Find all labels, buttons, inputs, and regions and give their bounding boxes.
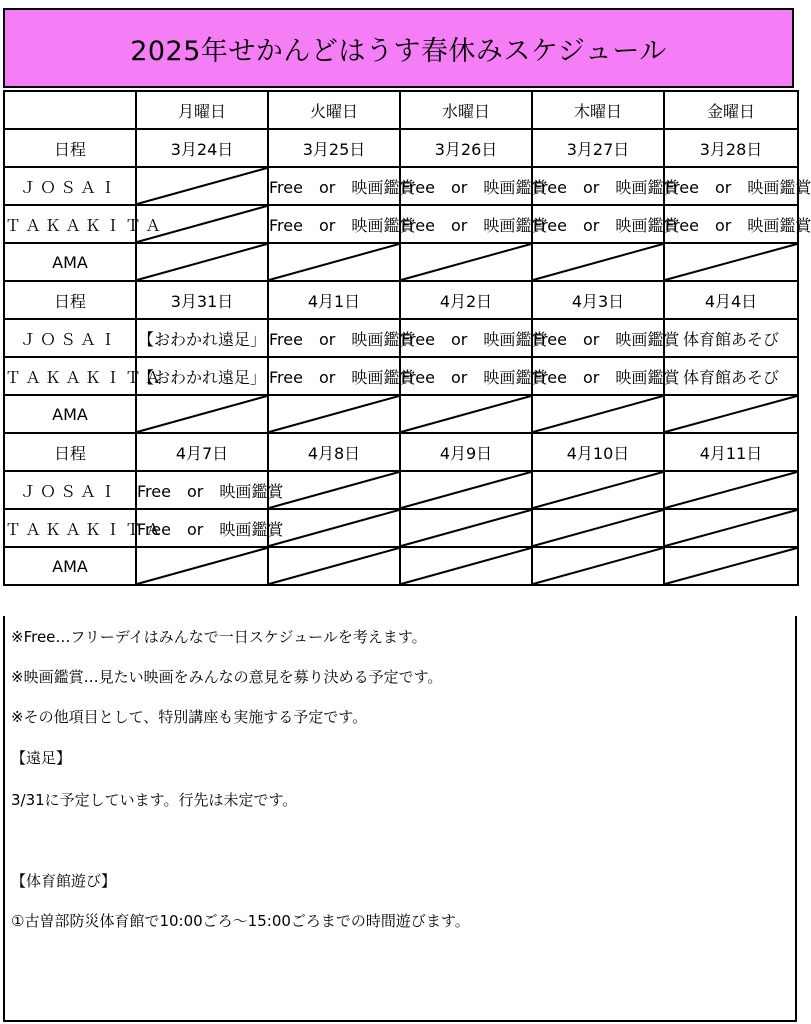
date-cell: 4月11日	[664, 433, 798, 471]
josai-cell	[400, 471, 532, 509]
page-title: 2025年せかんどはうす春休みスケジュール	[3, 8, 794, 88]
empty-slash	[665, 244, 797, 280]
date-label: 日程	[4, 433, 136, 471]
takakita-cell: 体育館あそび	[664, 357, 798, 395]
josai-cell: Free or 映画鑑賞	[532, 319, 664, 357]
ama-row	[4, 243, 798, 281]
takakita-cell: 【おわかれ遠足」	[136, 357, 268, 395]
josai-cell	[136, 167, 268, 205]
empty-slash	[401, 510, 531, 546]
josai-cell: Free or 映画鑑賞	[268, 167, 400, 205]
empty-slash	[665, 396, 797, 432]
ama-cell	[136, 547, 268, 585]
date-cell: 4月9日	[400, 433, 532, 471]
ama-cell	[136, 395, 268, 433]
date-cell: 4月7日	[136, 433, 268, 471]
josai-cell: 【おわかれ遠足」	[136, 319, 268, 357]
ama-cell	[664, 547, 798, 585]
empty-slash	[401, 548, 531, 584]
note-gym-detail: ①古曽部防災体育館で10:00ごろ～15:00ごろまでの時間遊びます。	[11, 912, 470, 930]
ama-cell	[400, 547, 532, 585]
date-cell: 3月26日	[400, 129, 532, 167]
takakita-label: ＴＡＫＡＫＩＴＡ	[4, 357, 136, 395]
ama-label: AMA	[4, 547, 136, 585]
takakita-cell	[532, 509, 664, 547]
josai-label: ＪＯＳＡＩ	[4, 167, 136, 205]
date-cell: 3月27日	[532, 129, 664, 167]
ama-cell	[664, 395, 798, 433]
weekday-header-row	[4, 91, 798, 129]
empty-slash	[401, 396, 531, 432]
date-row	[4, 433, 798, 471]
ama-cell	[532, 547, 664, 585]
note-excursion-heading: 【遠足】	[11, 749, 72, 767]
takakita-cell	[664, 509, 798, 547]
empty-slash	[665, 510, 797, 546]
takakita-cell: Free or 映画鑑賞	[400, 205, 532, 243]
josai-cell: Free or 映画鑑賞	[664, 167, 798, 205]
note-movie: ※映画鑑賞…見たい映画をみんなの意見を募り決める予定です。	[11, 668, 443, 686]
date-cell: 4月4日	[664, 281, 798, 319]
josai-cell	[664, 471, 798, 509]
takakita-label: ＴＡＫＡＫＩＴＡ	[4, 509, 136, 547]
empty-slash	[665, 472, 797, 508]
date-cell: 3月28日	[664, 129, 798, 167]
ama-cell	[400, 243, 532, 281]
takakita-cell: Free or 映画鑑賞	[532, 357, 664, 395]
weekday-header: 水曜日	[400, 91, 532, 129]
date-row	[4, 281, 798, 319]
josai-cell	[268, 471, 400, 509]
josai-cell: Free or 映画鑑賞	[532, 167, 664, 205]
note-excursion-detail: 3/31に予定しています。行先は未定です。	[11, 791, 298, 809]
ama-label: AMA	[4, 395, 136, 433]
ama-cell	[136, 243, 268, 281]
empty-slash	[269, 396, 399, 432]
takakita-cell: Free or 映画鑑賞	[664, 205, 798, 243]
notes-section	[3, 616, 797, 1022]
empty-slash	[137, 206, 267, 242]
ama-row	[4, 547, 798, 585]
empty-slash	[269, 510, 399, 546]
date-cell: 3月25日	[268, 129, 400, 167]
date-label: 日程	[4, 129, 136, 167]
corner-cell	[4, 91, 136, 129]
josai-cell: Free or 映画鑑賞	[400, 319, 532, 357]
date-cell: 4月8日	[268, 433, 400, 471]
takakita-row	[4, 205, 798, 243]
empty-slash	[401, 472, 531, 508]
date-cell: 3月31日	[136, 281, 268, 319]
ama-cell	[268, 243, 400, 281]
ama-cell	[400, 395, 532, 433]
ama-cell	[268, 395, 400, 433]
date-row	[4, 129, 798, 167]
takakita-row	[4, 357, 798, 395]
empty-slash	[665, 548, 797, 584]
empty-slash	[533, 396, 663, 432]
weekday-header: 月曜日	[136, 91, 268, 129]
ama-cell	[664, 243, 798, 281]
empty-slash	[137, 548, 267, 584]
takakita-cell	[136, 205, 268, 243]
empty-slash	[137, 168, 267, 204]
takakita-cell	[268, 509, 400, 547]
josai-cell: Free or 映画鑑賞	[268, 319, 400, 357]
weekday-header: 金曜日	[664, 91, 798, 129]
date-cell: 4月10日	[532, 433, 664, 471]
empty-slash	[533, 548, 663, 584]
weekday-header: 木曜日	[532, 91, 664, 129]
josai-label: ＪＯＳＡＩ	[4, 319, 136, 357]
empty-slash	[401, 244, 531, 280]
takakita-cell: Free or 映画鑑賞	[532, 205, 664, 243]
date-cell: 4月3日	[532, 281, 664, 319]
empty-slash	[533, 510, 663, 546]
takakita-cell: Free or 映画鑑賞	[268, 357, 400, 395]
takakita-row	[4, 509, 798, 547]
note-free: ※Free…フリーデイはみんなで一日スケジュールを考えます。	[11, 628, 427, 646]
note-gym-heading: 【体育館遊び】	[11, 872, 117, 890]
empty-slash	[269, 244, 399, 280]
takakita-cell	[400, 509, 532, 547]
weekday-header: 火曜日	[268, 91, 400, 129]
date-cell: 3月24日	[136, 129, 268, 167]
takakita-cell: Free or 映画鑑賞	[136, 509, 268, 547]
ama-cell	[532, 395, 664, 433]
ama-label: AMA	[4, 243, 136, 281]
josai-cell: Free or 映画鑑賞	[136, 471, 268, 509]
note-other: ※その他項目として、特別講座も実施する予定です。	[11, 708, 368, 726]
takakita-label: ＴＡＫＡＫＩＴＡ	[4, 205, 136, 243]
josai-row	[4, 471, 798, 509]
josai-cell: 体育館あそび	[664, 319, 798, 357]
schedule-table	[3, 90, 811, 586]
empty-slash	[137, 396, 267, 432]
josai-cell	[532, 471, 664, 509]
josai-cell: Free or 映画鑑賞	[400, 167, 532, 205]
josai-label: ＪＯＳＡＩ	[4, 471, 136, 509]
ama-row	[4, 395, 798, 433]
empty-slash	[533, 244, 663, 280]
empty-slash	[269, 472, 399, 508]
takakita-cell: Free or 映画鑑賞	[268, 205, 400, 243]
takakita-cell: Free or 映画鑑賞	[400, 357, 532, 395]
empty-slash	[269, 548, 399, 584]
date-cell: 4月2日	[400, 281, 532, 319]
empty-slash	[137, 244, 267, 280]
josai-row	[4, 167, 798, 205]
date-label: 日程	[4, 281, 136, 319]
empty-slash	[533, 472, 663, 508]
ama-cell	[268, 547, 400, 585]
date-cell: 4月1日	[268, 281, 400, 319]
josai-row	[4, 319, 798, 357]
ama-cell	[532, 243, 664, 281]
